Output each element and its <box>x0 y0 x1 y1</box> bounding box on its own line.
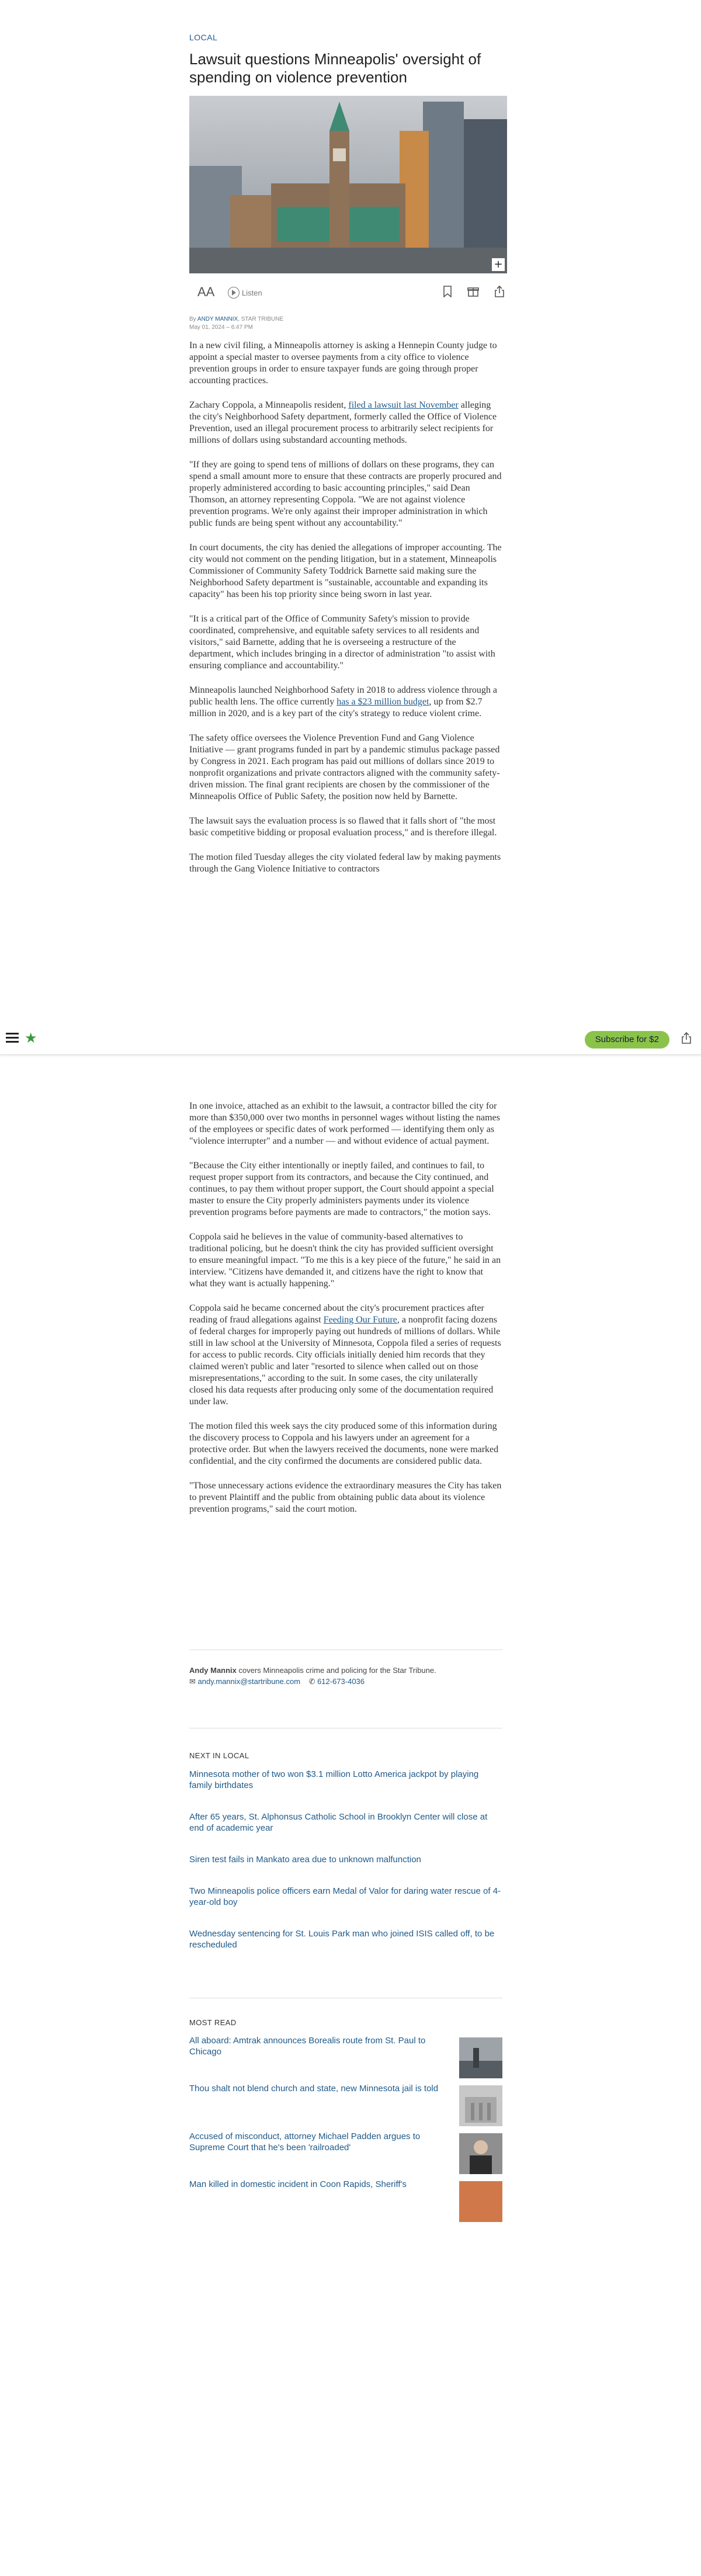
most-read-list <box>189 2035 502 2234</box>
share-icon[interactable] <box>494 286 505 300</box>
byline-outlet: , STAR TRIBUNE <box>238 316 284 322</box>
budget-link[interactable]: has a $23 million budget <box>336 697 429 707</box>
author-name: Andy Mannix <box>189 1666 237 1675</box>
feeding-our-future-link[interactable]: Feeding Our Future <box>323 1315 397 1325</box>
byline-prefix: By <box>189 316 196 322</box>
subscribe-button[interactable]: Subscribe for $2 <box>585 1031 669 1049</box>
author-email-link[interactable]: andy.mannix@startribune.com <box>197 1677 301 1686</box>
author-box <box>189 1665 502 1687</box>
next-story-link[interactable]: Wednesday sentencing for St. Louis Park man who joined ISIS called off, to be rescheduled <box>189 1929 495 1950</box>
article-body-bottom <box>189 1100 502 1528</box>
listen-label: Listen <box>242 288 262 297</box>
bookmark-icon[interactable] <box>443 286 452 300</box>
mail-icon: ✉ <box>189 1677 196 1686</box>
byline <box>189 315 502 332</box>
story-thumbnail[interactable] <box>459 2181 502 2222</box>
list-item[interactable] <box>189 2083 502 2127</box>
paragraph: Coppola said he became concerned about the city's procurement practices after reading of fraud allegations against Feeding Our Future, a nonprofit facing dozens of federal charges for improperly paying out hundreds of millions of dollars. While still in law school at the University of Minnesota, Coppola filed a series of requests for access to public records. City officials initially denied him records that they claimed weren't public and later "resorted to silence when called out on those misrepresentations," according to the suit. In some cases, the city unilaterally closed his data requests after producing only some of the documentation required under law. <box>189 1303 501 1407</box>
paragraph: The lawsuit says the evaluation process is so flawed that it falls short of "the most basic competitive bidding or proposal evaluation process," and is therefore illegal. <box>189 816 497 838</box>
most-read-link[interactable]: Man killed in domestic incident in Coon Rapids, Sheriff's <box>189 2179 407 2189</box>
phone-icon: ✆ <box>308 1677 315 1686</box>
play-icon <box>228 287 240 298</box>
paragraph: Coppola said he believes in the value of community-based alternatives to traditional policing, but he doesn't think the city has provided sufficient oversight to ensure meaningful impact. "To me this is a key piece of the future," he said in an interview. "Citizens have demanded it, and citizens have the right to know that what they want is actually happening." <box>189 1232 501 1289</box>
share-tools <box>443 286 505 300</box>
paragraph: In a new civil filing, a Minneapolis attorney is asking a Hennepin County judge to appoint a special master to oversee payments from a city office to violence prevention groups in order to ensure taxpayer funds are going through proper accounting practices. <box>189 341 497 386</box>
list-item[interactable] <box>189 2131 502 2175</box>
paragraph: "Because the City either intentionally or ineptly failed, and continues to fail, to request proper support from its contractors, and because the City continued, and continues, to pay them without proper support, the Court should appoint a special master to ensure the City properly administers payments under its violence prevention programs before payments are made to contractors," the motion says. <box>189 1161 494 1217</box>
next-story-link[interactable]: Minnesota mother of two won $3.1 million Lotto America jackpot by playing family birthdates <box>189 1769 479 1790</box>
most-read-link[interactable]: Accused of misconduct, attorney Michael Padden argues to Supreme Court that he's been 'railroaded' <box>189 2131 421 2153</box>
article-toolbar <box>189 284 507 302</box>
author-link[interactable]: ANDY MANNIX <box>197 316 238 322</box>
headline: Lawsuit questions Minneapolis' oversight of spending on violence prevention <box>189 50 481 86</box>
next-story-link[interactable]: Two Minneapolis police officers earn Medal of Valor for daring water rescue of 4-year-old boy <box>189 1886 501 1907</box>
paragraph: The safety office oversees the Violence Prevention Fund and Gang Violence Initiative — grant programs funded in part by a pandemic stimulus package passed by Congress in 2021. Each program has paid out millions of dollars since 2019 to nonprofit organizations and private contractors aligned with the community safety-driven mission. The final grant recipients are chosen by the commissioner of the Minneapolis Office of Public Safety, the position now held by Barnette. <box>189 733 500 801</box>
next-in-local-heading: NEXT IN LOCAL <box>189 1751 249 1760</box>
author-phone-link[interactable]: 612-673-4036 <box>317 1677 365 1686</box>
publish-date: May 01, 2024 – 6:47 PM <box>189 324 253 331</box>
menu-icon[interactable] <box>6 1033 19 1044</box>
list-item[interactable] <box>189 2035 502 2079</box>
most-read-link[interactable]: All aboard: Amtrak announces Borealis route from St. Paul to Chicago <box>189 2036 426 2057</box>
hero-image[interactable] <box>189 96 507 273</box>
paragraph: The motion filed this week says the city produced some of this information during the discovery process to Coppola and his lawyers under an agreement for a protective order. But when the lawyers received the documents, none were marked confidential, and the city confirmed the documents are considered public data. <box>189 1421 499 1466</box>
paragraph: "It is a critical part of the Office of Community Safety's mission to provide coordinated, comprehensive, and equitable safety services to all residents and visitors," said Barnette, adding that he is overseeing a restructure of the department, which includes bringing in a director of administration "to assist with ensuring compliance and accountability." <box>189 614 495 671</box>
paragraph: In court documents, the city has denied the allegations of improper accounting. The city would not comment on the pending litigation, but in a statement, Minneapolis Commissioner of Community Safety Toddrick Barnette said making sure the Neighborhood Safety department is "sustainable, accountable and expanding its capacity" has been his top priority since being sworn in last year. <box>189 543 502 599</box>
paragraph: "Those unnecessary actions evidence the extraordinary measures the City has taken to prevent Plaintiff and the public from obtaining public data about its violence prevention programs," said the court motion. <box>189 1481 502 1514</box>
share-icon[interactable] <box>681 1032 692 1047</box>
article-body-top <box>189 340 502 888</box>
story-thumbnail[interactable] <box>459 2085 502 2126</box>
city-hall-illustration <box>189 96 507 273</box>
next-in-local-list <box>189 1769 502 1971</box>
section-kicker[interactable]: LOCAL <box>189 33 218 42</box>
most-read-heading: MOST READ <box>189 2018 237 2027</box>
expand-icon[interactable]: + <box>492 258 505 271</box>
list-item[interactable] <box>189 2179 502 2223</box>
listen-button[interactable] <box>228 287 262 298</box>
font-size-icon[interactable]: AA <box>197 284 215 299</box>
story-thumbnail[interactable] <box>459 2133 502 2174</box>
paragraph: Minneapolis launched Neighborhood Safety in 2018 to address violence through a public health lens. The office currently has a $23 million budget, up from $2.7 million in 2020, and is a key part of the city's strategy to reduce violent crime. <box>189 685 497 718</box>
next-story-link[interactable]: After 65 years, St. Alphonsus Catholic School in Brooklyn Center will close at end of academic year <box>189 1812 488 1833</box>
paragraph: The motion filed Tuesday alleges the city violated federal law by making payments through the Gang Violence Initiative to contractors <box>189 852 501 874</box>
lawsuit-link[interactable]: filed a lawsuit last November <box>348 400 459 410</box>
paragraph: "If they are going to spend tens of millions of dollars on these programs, they can spend a small amount more to ensure that these contracts are properly procured and properly administered according to basic accounting principles," said Dean Thomson, an attorney representing Coppola. "We are not against violence prevention programs. We're only against their improper administration in which public funds are being spent without any accountability." <box>189 460 502 528</box>
sticky-header <box>0 1025 701 1055</box>
author-bio: covers Minneapolis crime and policing for the Star Tribune. <box>236 1666 436 1675</box>
star-logo-icon[interactable]: ★ <box>25 1030 37 1046</box>
gift-icon[interactable] <box>467 286 479 300</box>
paragraph: Zachary Coppola, a Minneapolis resident, filed a lawsuit last November alleging the city's Neighborhood Safety department, formerly called the Office of Violence Prevention, used an illegal procurement process to arbitrarily select recipients for millions of dollars using substandard accounting methods. <box>189 400 497 445</box>
story-thumbnail[interactable] <box>459 2037 502 2078</box>
paragraph: In one invoice, attached as an exhibit to the lawsuit, a contractor billed the city for more than $350,000 over two months in personnel wages without listing the names of the employees or specific dates of work performed — identifying them only as "violence interrupter" and a number — and without evidence of actual payment. <box>189 1101 500 1146</box>
next-story-link[interactable]: Siren test fails in Mankato area due to unknown malfunction <box>189 1855 421 1865</box>
most-read-link[interactable]: Thou shalt not blend church and state, new Minnesota jail is told <box>189 2084 439 2094</box>
